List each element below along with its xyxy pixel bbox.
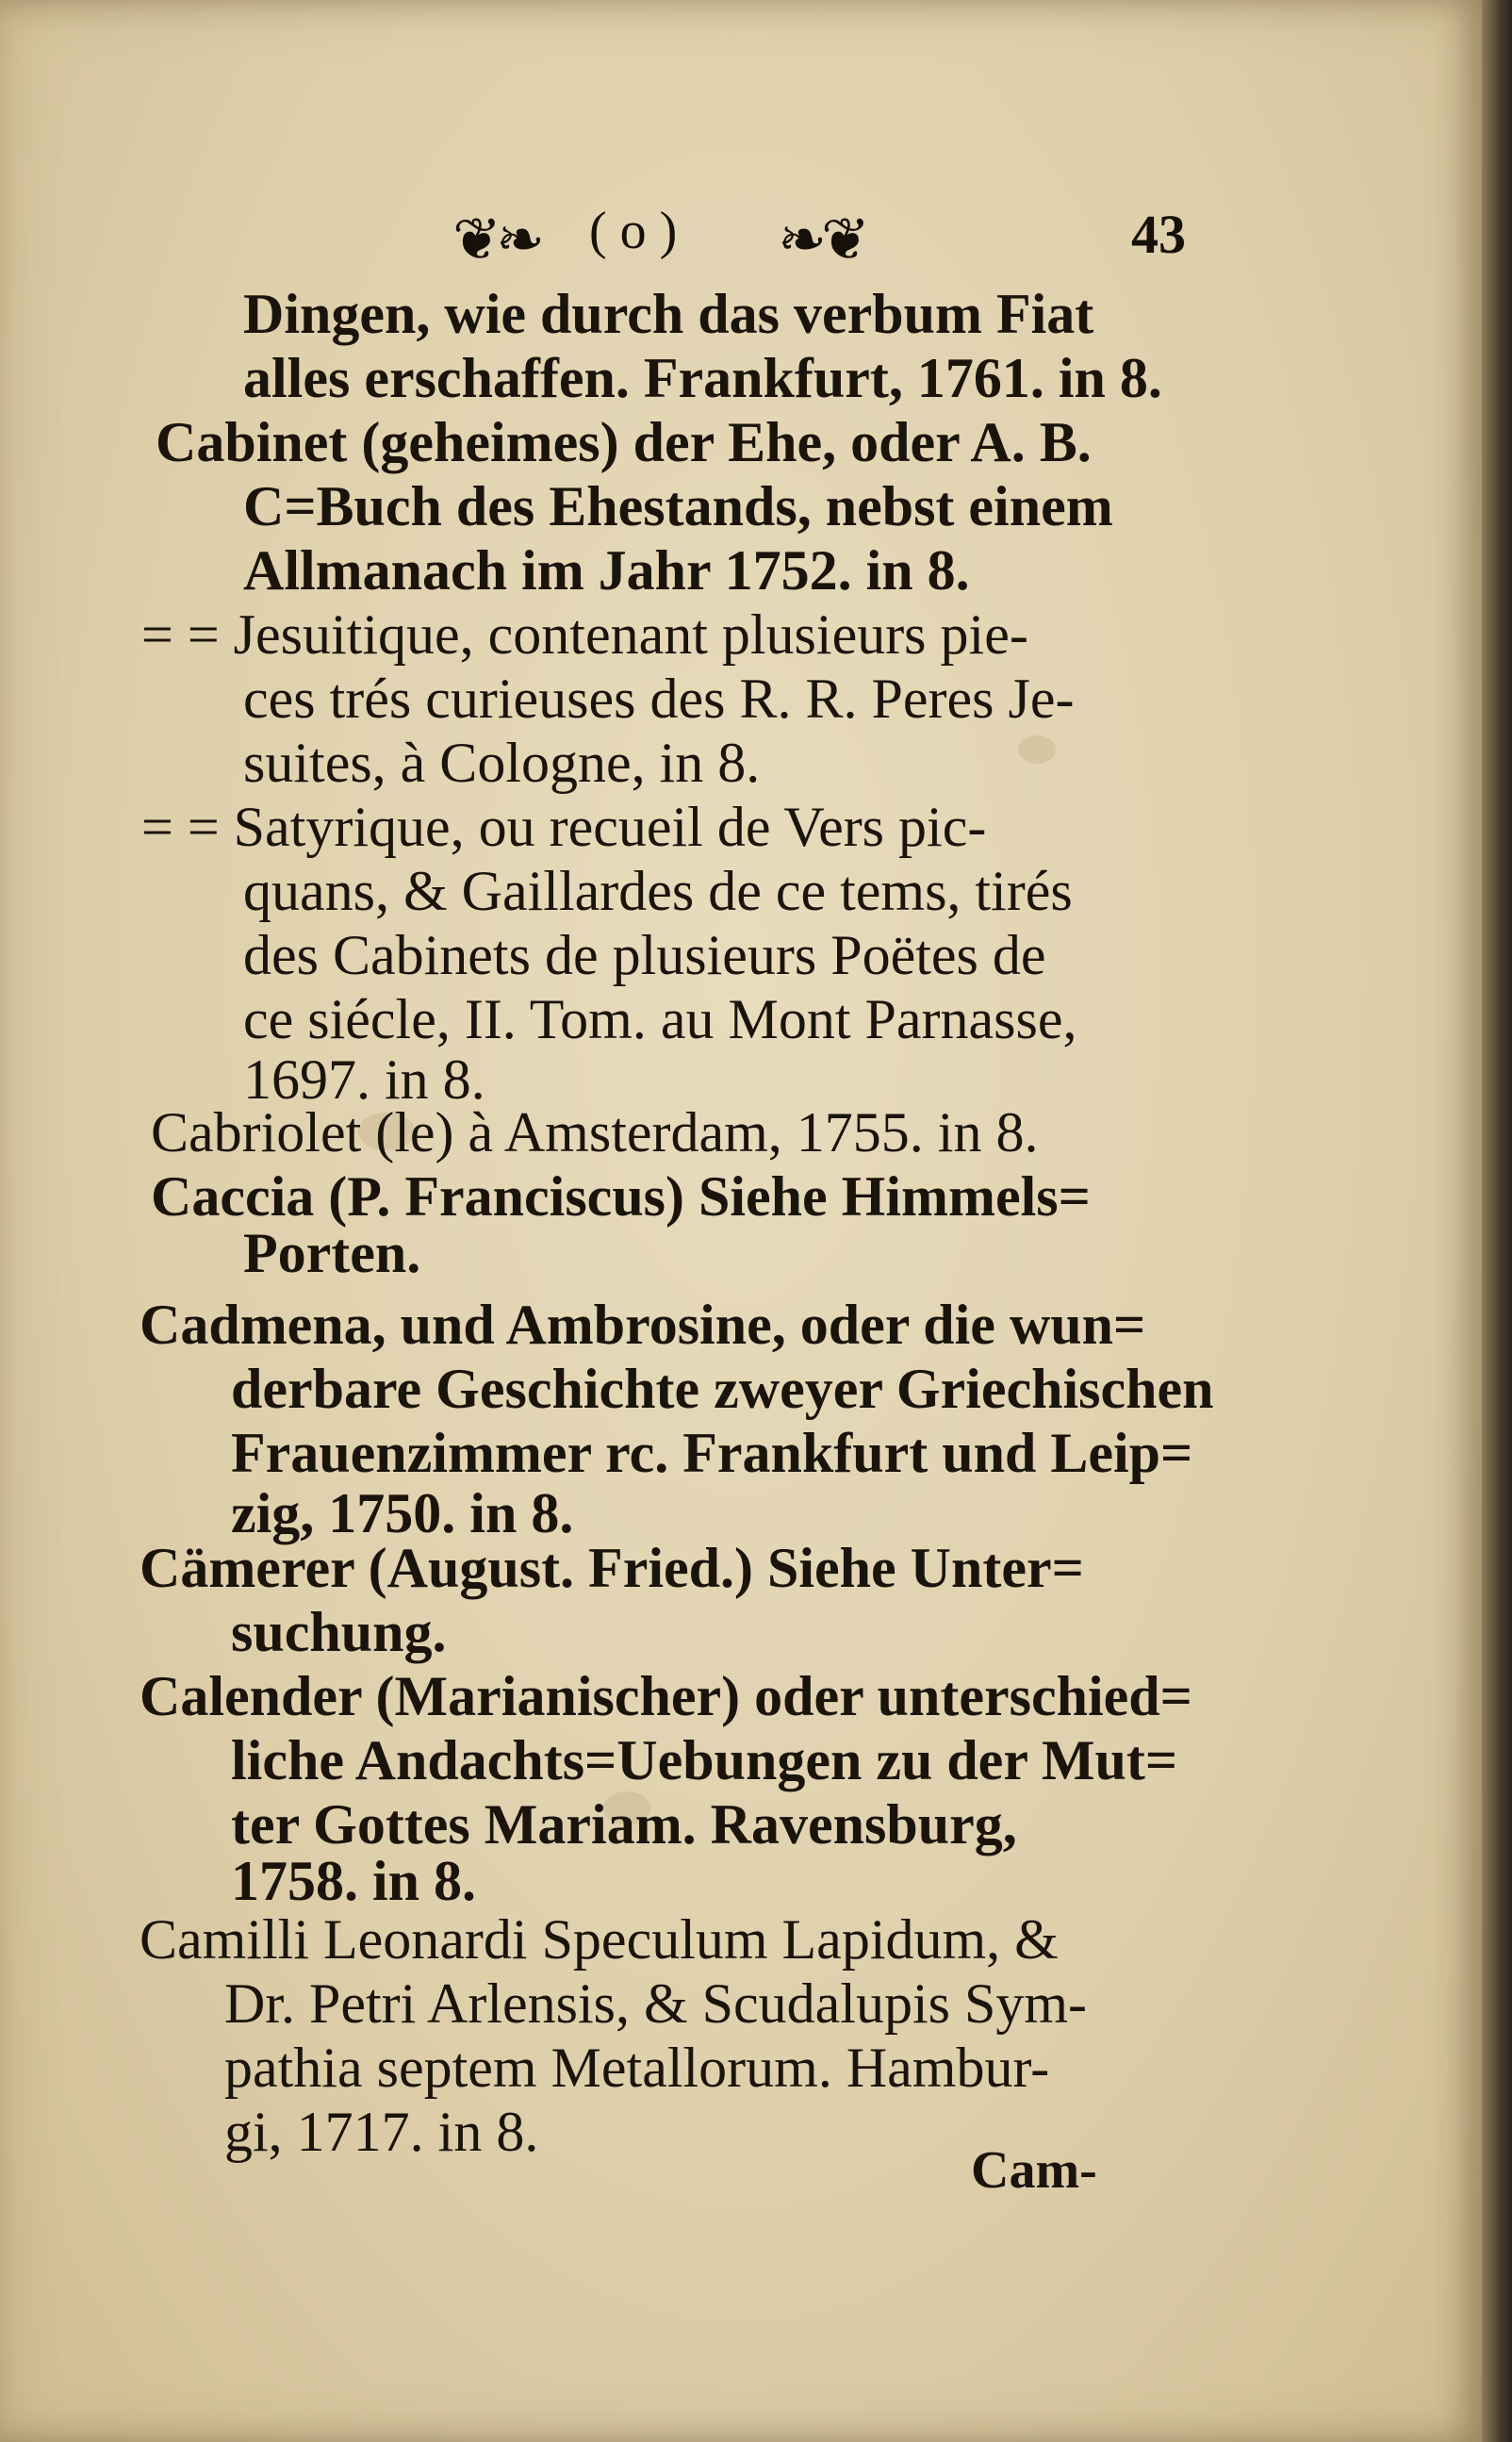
book-gutter: [1482, 0, 1512, 2442]
text-line: ce siécle, II. Tom. au Mont Parnasse,: [243, 988, 1077, 1050]
text-line: = = Satyrique, ou recueil de Vers pic-: [141, 796, 987, 858]
text-line: gi, 1717. in 8.: [224, 2101, 539, 2163]
text-line: des Cabinets de plusieurs Poëtes de: [243, 924, 1046, 986]
text-line: alles erschaffen. Frankfurt, 1761. in 8.: [243, 347, 1162, 409]
text-line: suchung.: [231, 1601, 447, 1663]
text-line: suites, à Cologne, in 8.: [243, 732, 761, 794]
text-line: liche Andachts=Uebungen zu der Mut=: [231, 1729, 1178, 1791]
text-line: Calender (Marianischer) oder unterschied=: [140, 1665, 1192, 1727]
text-line: C=Buch des Ehestands, nebst einem: [243, 475, 1113, 537]
text-line: = = Jesuitique, contenant plusieurs pie-: [141, 603, 1028, 666]
text-line: Porten.: [243, 1222, 421, 1284]
left-ornament: ❦❧: [452, 205, 539, 273]
text-line: quans, & Gaillardes de ce tems, tirés: [243, 860, 1073, 922]
text-line: pathia septem Metallorum. Hambur-: [224, 2037, 1050, 2099]
signature-mark: ( o ): [589, 202, 678, 260]
text-line: Dingen, wie durch das verbum Fiat: [243, 283, 1094, 345]
text-line: Camilli Leonardi Speculum Lapidum, &: [140, 1908, 1059, 1971]
text-line: Cadmena, und Ambrosine, oder die wun=: [140, 1294, 1146, 1356]
text-line: Frauenzimmer rc. Frankfurt und Leip=: [231, 1422, 1193, 1484]
text-line: Allmanach im Jahr 1752. in 8.: [243, 539, 970, 602]
right-ornament: ❧❦: [778, 205, 864, 273]
text-line: zig, 1750. in 8.: [231, 1482, 574, 1544]
text-line: Cabinet (geheimes) der Ehe, oder A. B.: [156, 411, 1092, 473]
text-line: Cabriolet (le) à Amsterdam, 1755. in 8.: [151, 1101, 1039, 1163]
text-line: ces trés curieuses des R. R. Peres Je-: [243, 668, 1075, 730]
text-line: ter Gottes Mariam. Ravensburg,: [231, 1793, 1017, 1856]
page-number: 43: [1131, 204, 1186, 265]
text-line: Dr. Petri Arlensis, & Scudalupis Sym-: [224, 1972, 1087, 2035]
text-line: 1697. in 8.: [243, 1048, 485, 1111]
text-line: Caccia (P. Franciscus) Siehe Himmels=: [151, 1165, 1091, 1228]
text-line: derbare Geschichte zweyer Griechischen: [231, 1358, 1214, 1420]
catchword: Cam-: [971, 2141, 1097, 2200]
text-line: Cämerer (August. Fried.) Siehe Unter=: [140, 1537, 1084, 1599]
text-line: 1758. in 8.: [231, 1850, 477, 1912]
